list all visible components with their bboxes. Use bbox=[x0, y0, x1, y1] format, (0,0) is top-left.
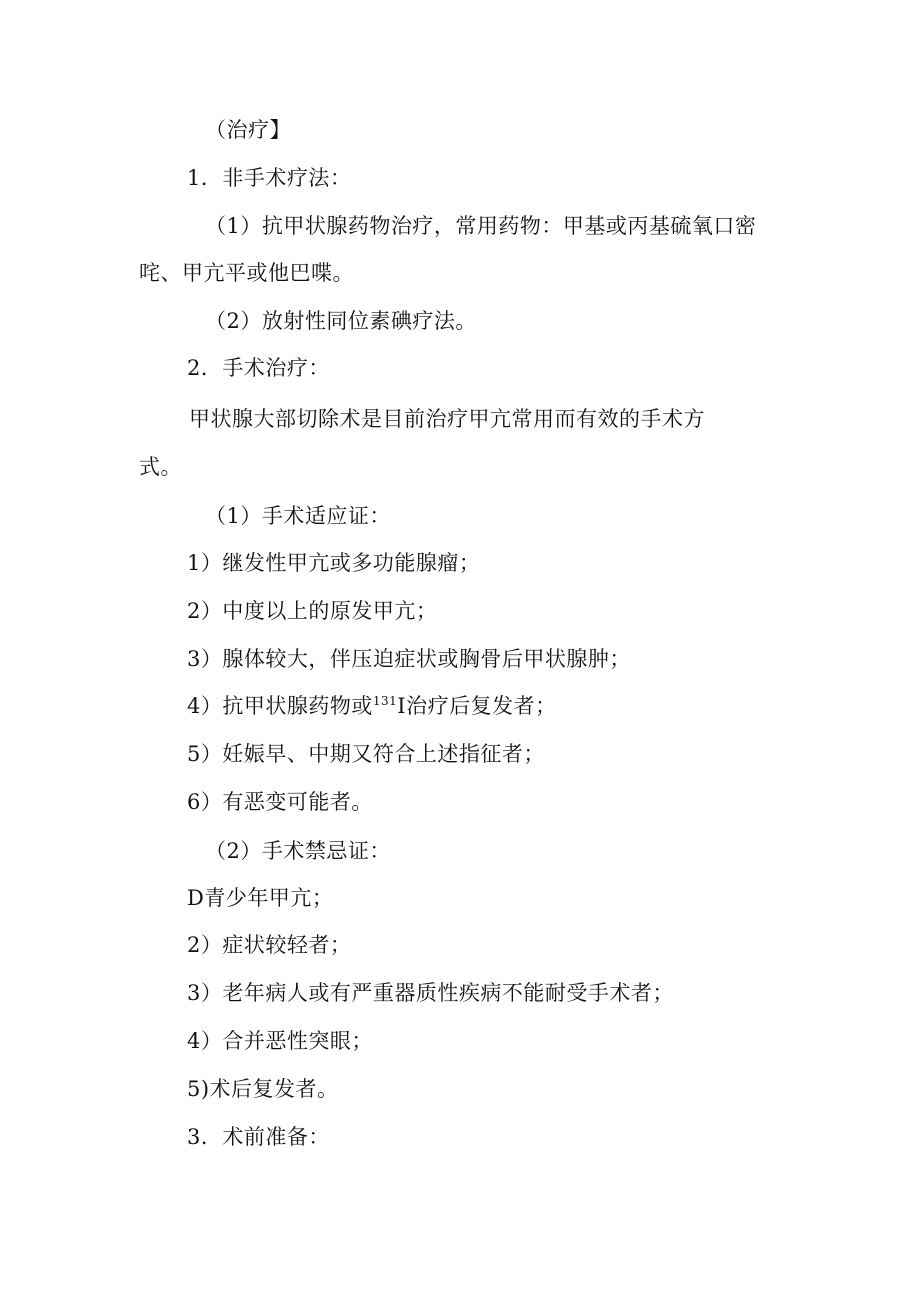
isotope-superscript: 131 bbox=[372, 694, 398, 708]
section-heading: （治疗】 bbox=[205, 118, 291, 142]
text-line: 2）症状较轻者； bbox=[187, 933, 352, 957]
text-line: 1．非手术疗法： bbox=[187, 166, 352, 190]
text-line: 2．手术治疗： bbox=[187, 356, 330, 380]
text-line: 3）老年病人或有严重器质性疾病不能耐受手术者； bbox=[187, 981, 674, 1005]
text-line bbox=[187, 691, 557, 721]
text-line: （2）放射性同位素碘疗法。 bbox=[205, 309, 477, 333]
text-fragment: 4）抗甲状腺药物或 bbox=[187, 694, 373, 718]
text-line: 式。 bbox=[139, 455, 182, 479]
text-line: 5)术后复发者。 bbox=[187, 1077, 339, 1101]
text-fragment: I治疗后复发者； bbox=[397, 694, 557, 718]
text-line: 3．术前准备： bbox=[187, 1125, 330, 1149]
text-line: （1）手术适应证： bbox=[205, 504, 391, 528]
text-line: 6）有恶变可能者。 bbox=[187, 790, 373, 814]
text-line: 5）妊娠早、中期又符合上述指征者； bbox=[187, 742, 545, 766]
text-line: D青少年甲亢； bbox=[187, 886, 334, 910]
text-line: 3）腺体较大，伴压迫症状或胸骨后甲状腺肿； bbox=[187, 647, 631, 671]
text-line: 2）中度以上的原发甲亢； bbox=[187, 599, 438, 623]
text-line: 甲状腺大部切除术是目前治疗甲亢常用而有效的手术方 bbox=[189, 407, 705, 431]
text-line: 咤、甲亢平或他巴喋。 bbox=[139, 261, 354, 285]
text-line: （1）抗甲状腺药物治疗，常用药物：甲基或丙基硫氧口密 bbox=[205, 214, 757, 238]
text-line: 1）继发性甲亢或多功能腺瘤； bbox=[187, 551, 481, 575]
text-line: （2）手术禁忌证： bbox=[205, 839, 391, 863]
text-line: 4）合并恶性突眼； bbox=[187, 1029, 373, 1053]
